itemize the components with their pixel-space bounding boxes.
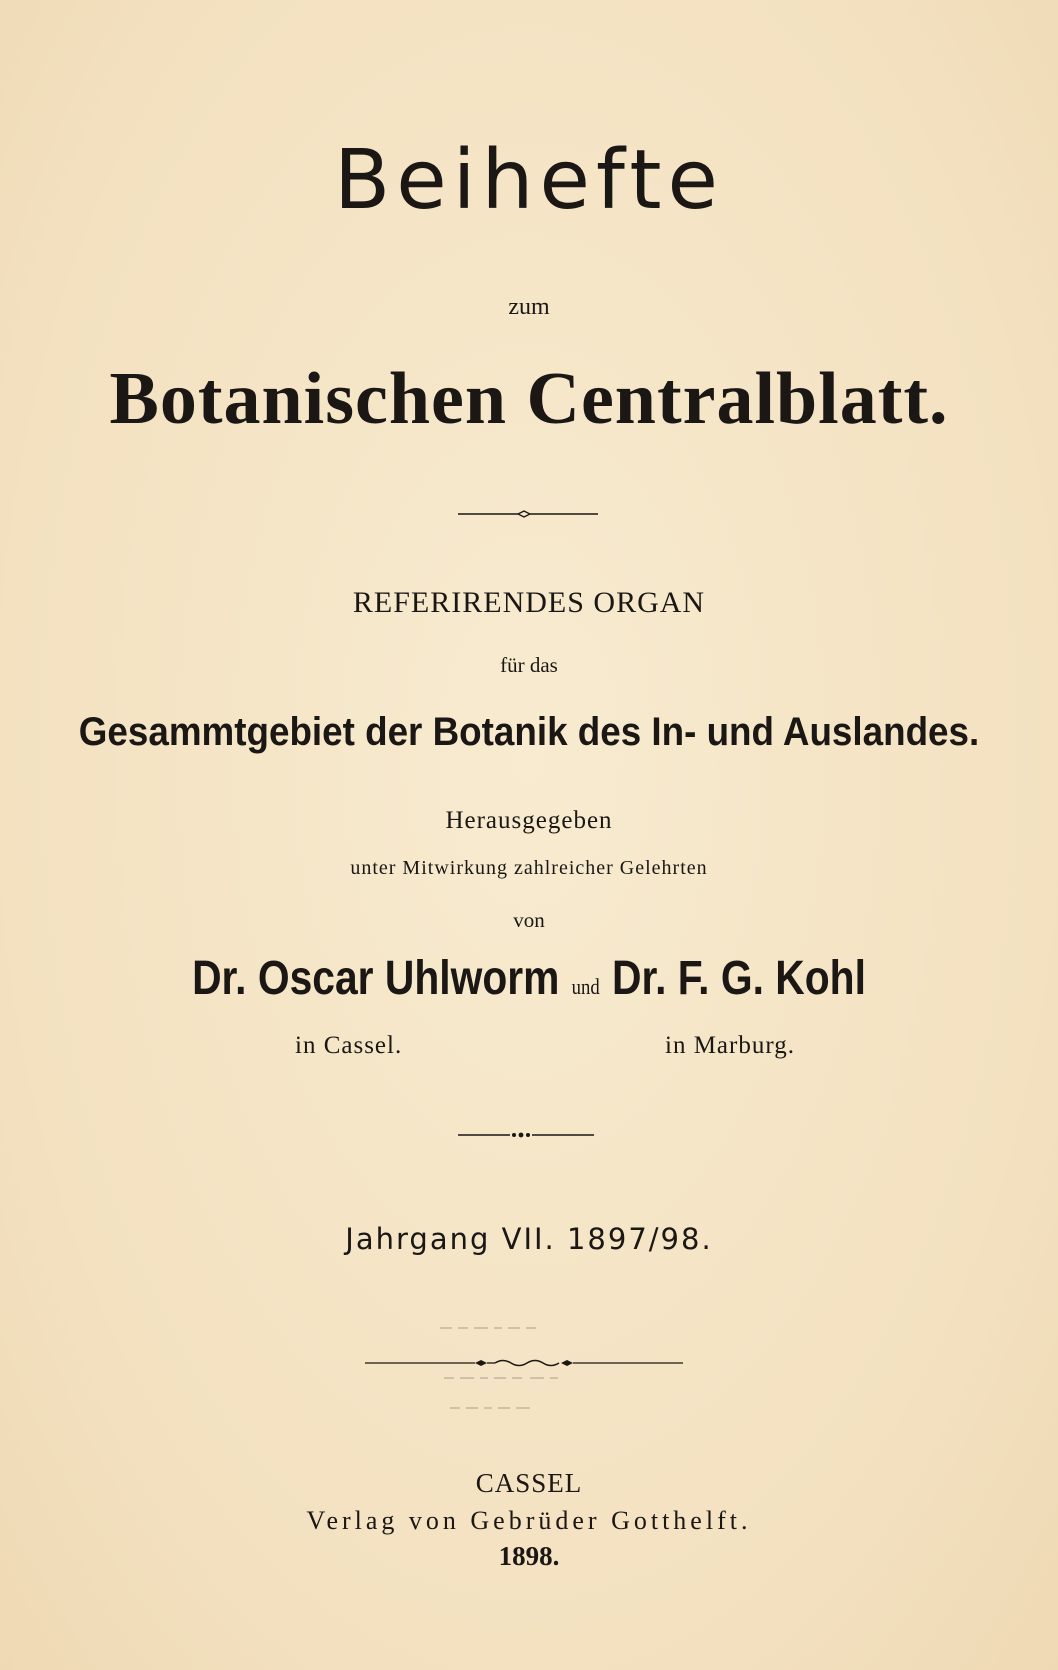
- organ-heading: REFERIRENDES ORGAN: [352, 586, 706, 619]
- title-connector: zum: [508, 294, 550, 320]
- imprint-year: 1898.: [498, 1541, 560, 1571]
- editor-2-place: in Marburg.: [665, 1032, 795, 1059]
- imprint-publisher: Verlag von Gebrüder Gotthelft.: [306, 1506, 752, 1535]
- editor-1: Dr. Oscar Uhlworm: [192, 952, 560, 1005]
- scope-line: Gesammtgebiet der Botanik des In- und Auslandes.: [78, 710, 980, 754]
- mitwirkung-line: unter Mitwirkung zahlreicher Gelehrten: [350, 857, 708, 879]
- imprint-city: CASSEL: [475, 1468, 583, 1498]
- ornament-rule-middle: [458, 1130, 594, 1140]
- volume-line: Jahrgang VII. 1897/98.: [345, 1222, 713, 1256]
- ornament-rule-top: [458, 508, 598, 520]
- main-title: Beihefte: [334, 133, 724, 228]
- editor-2: Dr. F. G. Kohl: [612, 952, 866, 1005]
- von: von: [513, 908, 545, 932]
- library-stamp: [430, 1308, 590, 1438]
- herausgegeben: Herausgegeben: [445, 807, 613, 834]
- subtitle: Botanischen Centralblatt.: [109, 358, 949, 440]
- editors-und: und: [571, 974, 600, 999]
- editor-1-place: in Cassel.: [295, 1032, 403, 1059]
- editors-line: [79, 952, 978, 1005]
- ornament-rule-bottom: [365, 1356, 683, 1370]
- fuer-das: für das: [500, 653, 558, 677]
